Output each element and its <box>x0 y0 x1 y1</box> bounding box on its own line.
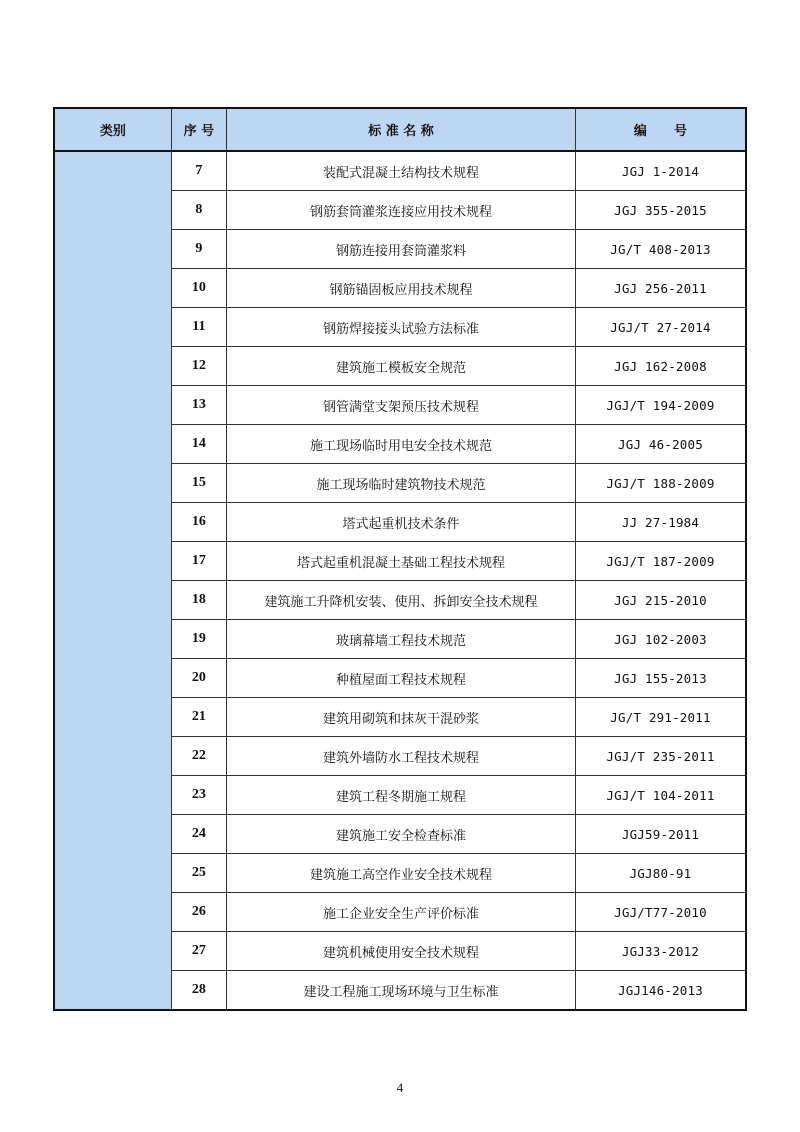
standard-code-cell: JGJ/T 187-2009 <box>575 542 746 581</box>
standard-name-cell: 建筑用砌筑和抹灰干混砂浆 <box>226 698 575 737</box>
standard-name-cell: 建筑施工升降机安装、使用、拆卸安全技术规程 <box>226 581 575 620</box>
standard-code-cell: JG/T 291-2011 <box>575 698 746 737</box>
seq-cell: 7 <box>171 151 226 191</box>
standard-name-cell: 种植屋面工程技术规程 <box>226 659 575 698</box>
standard-code-cell: JG/T 408-2013 <box>575 230 746 269</box>
standard-name-cell: 钢筋锚固板应用技术规程 <box>226 269 575 308</box>
standard-code-cell: JGJ 102-2003 <box>575 620 746 659</box>
standard-code-cell: JGJ 46-2005 <box>575 425 746 464</box>
standard-name-cell: 建设工程施工现场环境与卫生标准 <box>226 971 575 1011</box>
header-seq: 序 号 <box>171 108 226 151</box>
standard-name-cell: 建筑施工模板安全规范 <box>226 347 575 386</box>
standard-name-cell: 建筑机械使用安全技术规程 <box>226 932 575 971</box>
seq-cell: 10 <box>171 269 226 308</box>
seq-cell: 26 <box>171 893 226 932</box>
standard-code-cell: JGJ59-2011 <box>575 815 746 854</box>
seq-cell: 17 <box>171 542 226 581</box>
standard-name-cell: 建筑施工安全检查标准 <box>226 815 575 854</box>
seq-cell: 8 <box>171 191 226 230</box>
standard-name-cell: 建筑外墙防水工程技术规程 <box>226 737 575 776</box>
standard-code-cell: JGJ 355-2015 <box>575 191 746 230</box>
standard-name-cell: 钢筋连接用套筒灌浆料 <box>226 230 575 269</box>
seq-cell: 23 <box>171 776 226 815</box>
standard-name-cell: 装配式混凝土结构技术规程 <box>226 151 575 191</box>
standard-code-cell: JGJ80-91 <box>575 854 746 893</box>
standard-code-cell: JGJ/T 27-2014 <box>575 308 746 347</box>
seq-cell: 12 <box>171 347 226 386</box>
seq-cell: 24 <box>171 815 226 854</box>
page-number: 4 <box>396 1080 404 1095</box>
standard-name-cell: 施工企业安全生产评价标准 <box>226 893 575 932</box>
seq-cell: 22 <box>171 737 226 776</box>
header-code: 编 号 <box>575 108 746 151</box>
standard-name-cell: 施工现场临时用电安全技术规范 <box>226 425 575 464</box>
seq-cell: 28 <box>171 971 226 1011</box>
standard-code-cell: JJ 27-1984 <box>575 503 746 542</box>
header-name: 标 准 名 称 <box>226 108 575 151</box>
standard-name-cell: 钢筋套筒灌浆连接应用技术规程 <box>226 191 575 230</box>
standard-name-cell: 钢管满堂支架预压技术规程 <box>226 386 575 425</box>
standard-name-cell: 建筑工程冬期施工规程 <box>226 776 575 815</box>
seq-cell: 11 <box>171 308 226 347</box>
seq-cell: 15 <box>171 464 226 503</box>
seq-cell: 9 <box>171 230 226 269</box>
seq-cell: 21 <box>171 698 226 737</box>
standard-code-cell: JGJ/T 194-2009 <box>575 386 746 425</box>
standard-code-cell: JGJ/T77-2010 <box>575 893 746 932</box>
category-cell <box>54 151 171 1010</box>
seq-cell: 16 <box>171 503 226 542</box>
seq-cell: 18 <box>171 581 226 620</box>
seq-cell: 13 <box>171 386 226 425</box>
standard-name-cell: 建筑施工高空作业安全技术规程 <box>226 854 575 893</box>
seq-cell: 14 <box>171 425 226 464</box>
standard-code-cell: JGJ 256-2011 <box>575 269 746 308</box>
standard-code-cell: JGJ 215-2010 <box>575 581 746 620</box>
standard-code-cell: JGJ/T 188-2009 <box>575 464 746 503</box>
standard-name-cell: 玻璃幕墙工程技术规范 <box>226 620 575 659</box>
standard-code-cell: JGJ 162-2008 <box>575 347 746 386</box>
standard-name-cell: 钢筋焊接接头试验方法标准 <box>226 308 575 347</box>
header-row <box>54 108 746 151</box>
table-body <box>54 151 746 1010</box>
table-row <box>54 151 746 191</box>
seq-cell: 19 <box>171 620 226 659</box>
standard-name-cell: 塔式起重机混凝土基础工程技术规程 <box>226 542 575 581</box>
standards-table <box>53 107 747 1011</box>
seq-cell: 27 <box>171 932 226 971</box>
seq-cell: 20 <box>171 659 226 698</box>
standard-name-cell: 塔式起重机技术条件 <box>226 503 575 542</box>
standard-code-cell: JGJ/T 104-2011 <box>575 776 746 815</box>
standard-code-cell: JGJ 155-2013 <box>575 659 746 698</box>
seq-cell: 25 <box>171 854 226 893</box>
header-category: 类别 <box>54 108 171 151</box>
standard-code-cell: JGJ146-2013 <box>575 971 746 1011</box>
standard-code-cell: JGJ 1-2014 <box>575 151 746 191</box>
standard-code-cell: JGJ/T 235-2011 <box>575 737 746 776</box>
table-header <box>54 108 746 151</box>
standard-name-cell: 施工现场临时建筑物技术规范 <box>226 464 575 503</box>
standard-code-cell: JGJ33-2012 <box>575 932 746 971</box>
